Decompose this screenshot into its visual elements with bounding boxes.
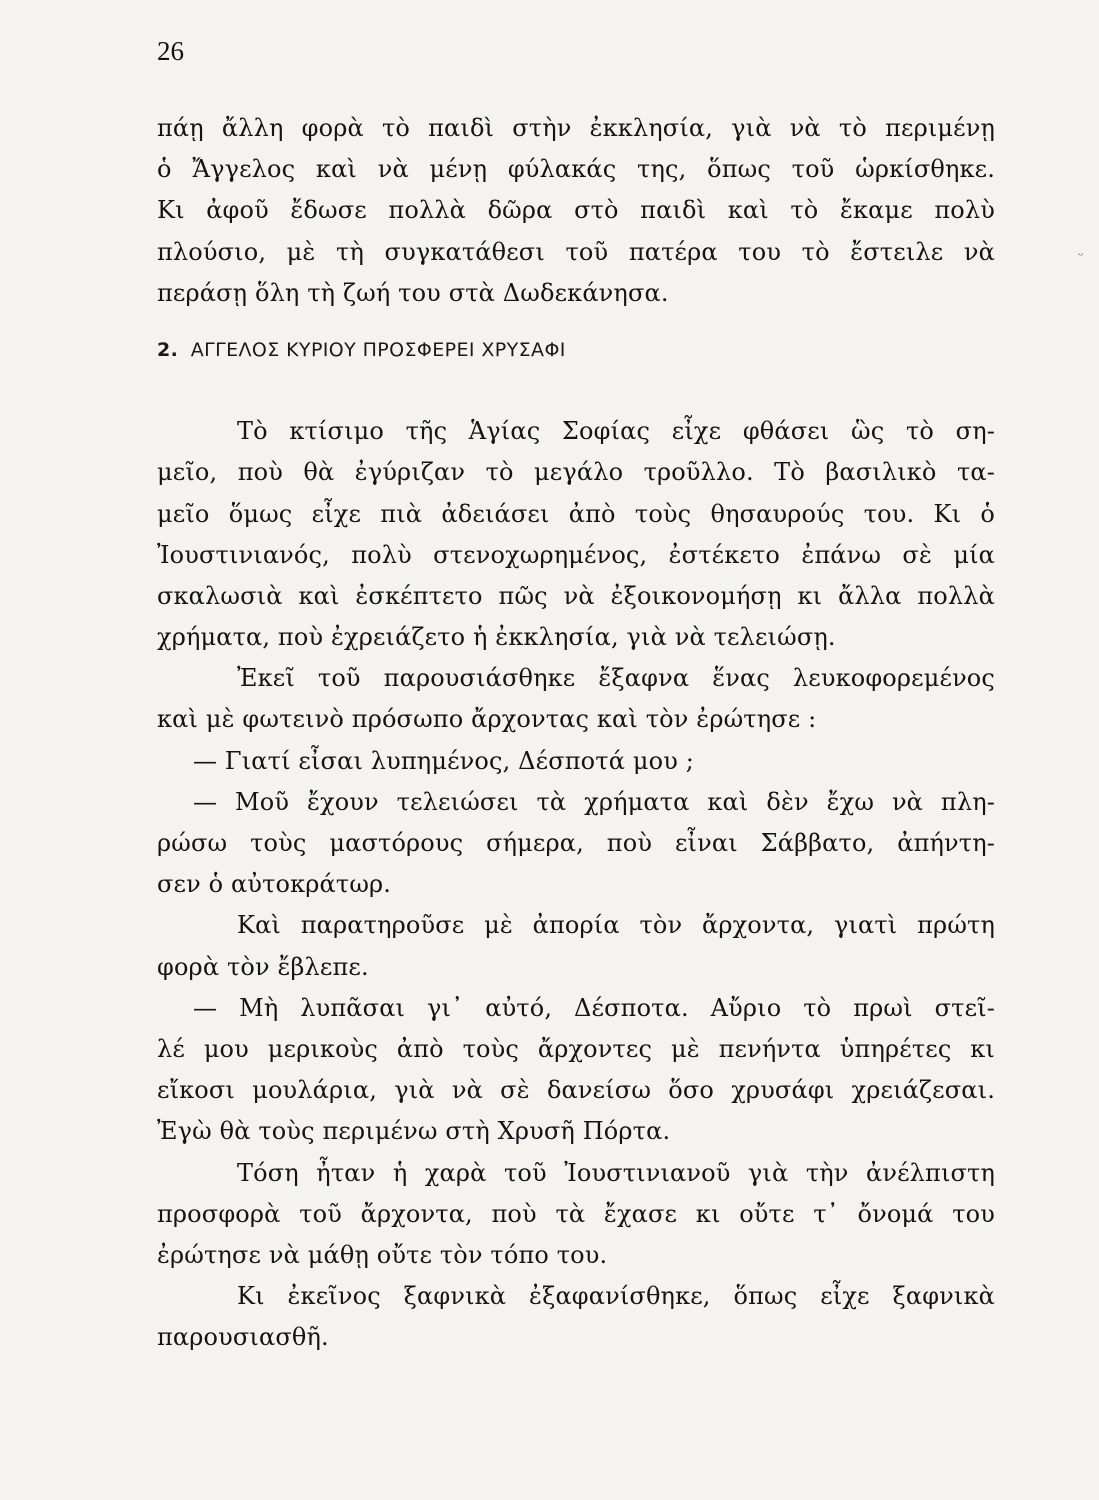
text-line: ρώσω τοὺς μαστόρους σήμερα, ποὺ εἶναι Σάββατο, ἀπήντη- [157, 829, 995, 857]
text-line: περάσῃ ὅλη τὴ ζωή του στὰ Δωδεκάνησα. [157, 278, 669, 307]
text-line: ἐρώτησε νὰ μάθῃ οὔτε τὸν τόπο του. [157, 1240, 608, 1269]
text-line: Ἐκεῖ τοῦ παρουσιάσθηκε ἔξαφνα ἕνας λευκοφορεμένος [237, 664, 995, 693]
page-number: 26 [157, 36, 184, 66]
margin-mark: ᵕ [1078, 248, 1084, 264]
text-line: παρουσιασθῆ. [157, 1323, 329, 1352]
text-line: σκαλωσιὰ καὶ ἐσκέπτετο πῶς νὰ ἐξοικονομήσῃ κι ἄλλα πολλὰ [157, 581, 995, 610]
text-line: εἴκοσι μουλάρια, γιὰ νὰ σὲ δανείσω ὅσο χρυσάφι χρειάζεσαι. [157, 1076, 995, 1105]
text-line: Κι ἐκεῖνος ξαφνικὰ ἐξαφανίσθηκε, ὅπως εἶχε ξαφνικὰ [237, 1282, 995, 1311]
text-line: Τόση ἦταν ἡ χαρὰ τοῦ Ἰουστινιανοῦ γιὰ τὴν ἀνέλπιστη [237, 1158, 995, 1187]
section-number: 2. [157, 338, 179, 361]
text-line: καὶ μὲ φωτεινὸ πρόσωπο ἄρχοντας καὶ τὸν ἐρώτησε : [157, 705, 817, 734]
section-body [157, 411, 995, 1358]
section-heading [157, 330, 995, 371]
text-line: Τὸ κτίσιμο τῆς Ἁγίας Σοφίας εἶχε φθάσει ὣς τὸ ση- [237, 417, 995, 446]
text-line: Ἰουστινιανός, πολὺ στενοχωρημένος, ἐστέκετο ἐπάνω σὲ μία [157, 540, 995, 569]
text-line: πλούσιο, μὲ τὴ συγκατάθεσι τοῦ πατέρα του τὸ ἔστειλε νὰ [157, 237, 995, 266]
text-line: σεν ὁ αὐτοκράτωρ. [157, 870, 392, 899]
text-line: πάῃ ἄλλη φορὰ τὸ παιδὶ στὴν ἐκκλησία, γιὰ νὰ τὸ περιμένῃ [157, 114, 995, 142]
text-line: Κι ἀφοῦ ἔδωσε πολλὰ δῶρα στὸ παιδὶ καὶ τὸ ἔκαμε πολὺ [157, 196, 995, 225]
text-line: μεῖο ὅμως εἶχε πιὰ ἀδειάσει ἀπὸ τοὺς θησαυρούς του. Κι ὁ [157, 499, 995, 528]
text-line: λέ μου μερικοὺς ἀπὸ τοὺς ἄρχοντες μὲ πενήντα ὑπηρέτες κι [157, 1034, 995, 1063]
text-line: — Μοῦ ἔχουν τελειώσει τὰ χρήματα καὶ δὲν ἔχω νὰ πλη- [193, 787, 995, 816]
body-text [157, 108, 995, 1358]
text-line: προσφορὰ τοῦ ἄρχοντα, ποὺ τὰ ἔχασε κι οὔτε τ᾿ ὄνομά του [157, 1199, 995, 1228]
text-line: χρήματα, ποὺ ἐχρειάζετο ἡ ἐκκλησία, γιὰ νὰ τελειώσῃ. [157, 623, 836, 652]
intro-paragraph [157, 108, 995, 314]
text-line: — Μὴ λυπᾶσαι γι᾿ αὐτό, Δέσποτα. Αὔριο τὸ πρωὶ στεῖ- [193, 993, 995, 1022]
section-title: ΑΓΓΕΛΟΣ ΚΥΡΙΟΥ ΠΡΟΣΦΕΡΕΙ ΧΡΥΣΑΦΙ [190, 338, 566, 361]
text-line: Ἐγὼ θὰ τοὺς περιμένω στὴ Χρυσῆ Πόρτα. [157, 1117, 671, 1146]
text-line: — Γιατί εἶσαι λυπημένος, Δέσποτά μου ; [193, 746, 694, 775]
text-line: ὁ Ἄγγελος καὶ νὰ μένῃ φύλακάς της, ὅπως τοῦ ὡρκίσθηκε. [157, 155, 995, 184]
text-line: φορὰ τὸν ἔβλεπε. [157, 952, 369, 981]
text-line: μεῖο, ποὺ θὰ ἐγύριζαν τὸ μεγάλο τροῦλλο. Τὸ βασιλικὸ τα- [157, 458, 995, 487]
text-line: Καὶ παρατηροῦσε μὲ ἀπορία τὸν ἄρχοντα, γιατὶ πρώτη [237, 911, 995, 940]
